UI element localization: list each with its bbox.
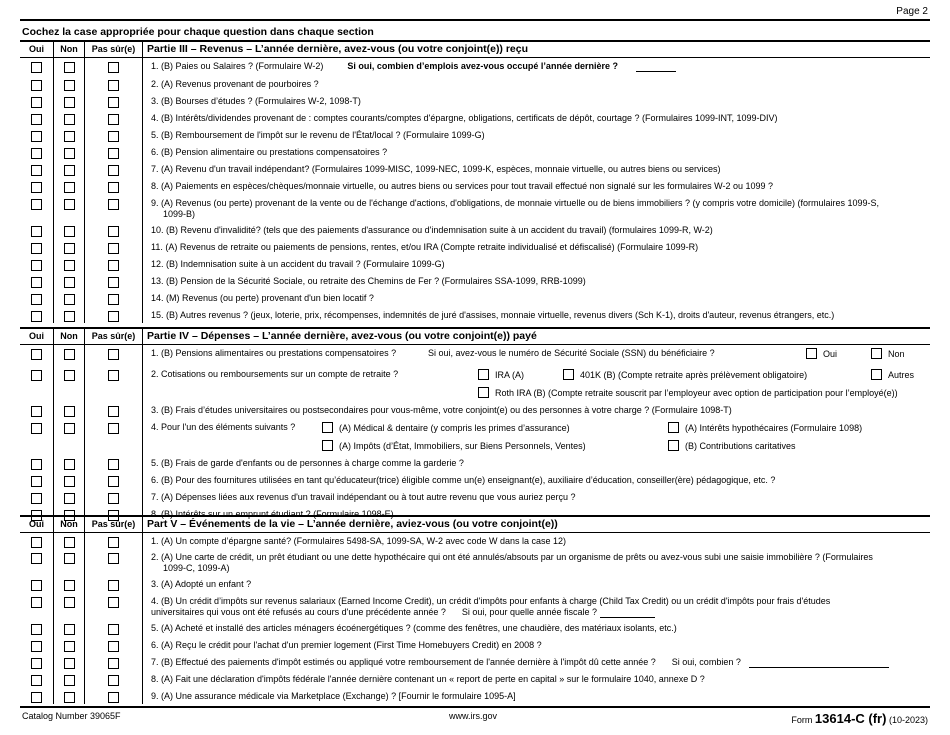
part3-q10-no-checkbox[interactable]	[64, 226, 75, 237]
part4-q4-unsure-checkbox[interactable]	[108, 423, 119, 434]
part4-q1-ssn-no-checkbox[interactable]	[871, 348, 882, 359]
part3-q11-yes-checkbox[interactable]	[31, 243, 42, 254]
part5-q4-unsure-checkbox[interactable]	[108, 597, 119, 608]
part4-q6-yes-checkbox[interactable]	[31, 476, 42, 487]
part3-q14-unsure-checkbox[interactable]	[108, 294, 119, 305]
part4-q6-unsure-checkbox[interactable]	[108, 476, 119, 487]
part5-q1-text: 1. (A) Un compte d’épargne santé? (Formulaires 5498-SA, 1099-SA, W-2 avec code W dans la case 12)	[151, 536, 567, 546]
top-rule	[20, 19, 930, 21]
part5-q3-yes-checkbox[interactable]	[31, 580, 42, 591]
part3-q7-row	[20, 161, 930, 178]
part5-q5-text: 5. (A) Acheté et installé des articles ménagers écoénergétiques ? (comme des fenêtres, une chaudière, des matériaux isolants, etc.)	[151, 622, 677, 633]
part3-q5-text: 5. (B) Remboursement de l'impôt sur le revenu de l'État/local ? (Formulaire 1099-G)	[151, 129, 485, 140]
part4-q7-yes-checkbox[interactable]	[31, 493, 42, 504]
part4-q3-no-checkbox[interactable]	[64, 406, 75, 417]
part3-q4-unsure-checkbox[interactable]	[108, 114, 119, 125]
part4-q3-yes-checkbox[interactable]	[31, 406, 42, 417]
part4-title: Partie IV – Dépenses – L’année dernière, avez-vous (ou votre conjoint(e)) payé	[143, 328, 931, 345]
part3-q5-yes-checkbox[interactable]	[31, 131, 42, 142]
charity-checkbox[interactable]	[668, 440, 679, 451]
part4-q1-row	[20, 345, 930, 367]
part5-q4-no-checkbox[interactable]	[64, 597, 75, 608]
part3-q3-yes-checkbox[interactable]	[31, 97, 42, 108]
part5-q6-row	[20, 637, 930, 654]
part5-q5-no-checkbox[interactable]	[64, 624, 75, 635]
part4-q2-text: 2. Cotisations ou remboursements sur un compte de retraite ?	[151, 369, 399, 379]
part3-q8-unsure-checkbox[interactable]	[108, 182, 119, 193]
part3-q9-text: 9. (A) Revenus (ou perte) provenant de la vente ou de l'échange d'actions, d'obligations, de monnaie virtuelle ou de biens immobiliers ? (y compris votre domicile) (formulaires 1099-S,	[151, 197, 880, 208]
part4-q6-row	[20, 472, 930, 489]
part3-q1-yes-checkbox[interactable]	[31, 62, 42, 73]
part3-q13-text: 13. (B) Pension de la Sécurité Sociale, ou retraite des Chemins de Fer ? (Formulaires SSA-1099, RRB-1099)	[151, 275, 586, 286]
col-unsure-header: Pas sûr(e)	[85, 41, 143, 58]
part3-q4-no-checkbox[interactable]	[64, 114, 75, 125]
part5-q5-yes-checkbox[interactable]	[31, 624, 42, 635]
part4-q3-row	[20, 402, 930, 419]
medical-dental-label: (A) Médical & dentaire (y compris les primes d’assurance)	[339, 423, 570, 433]
part3-q9-yes-checkbox[interactable]	[31, 199, 42, 210]
part3-q7-no-checkbox[interactable]	[64, 165, 75, 176]
part3-q6-no-checkbox[interactable]	[64, 148, 75, 159]
other-retirement-checkbox[interactable]	[871, 369, 882, 380]
part5-q1-unsure-checkbox[interactable]	[108, 537, 119, 548]
part5-table	[20, 515, 930, 704]
part3-q6-yes-checkbox[interactable]	[31, 148, 42, 159]
part3-q14-yes-checkbox[interactable]	[31, 294, 42, 305]
part3-q6-text: 6. (B) Pension alimentaire ou prestations compensatoires ?	[151, 146, 388, 157]
part4-q1-ssn-no-label: Non	[888, 349, 905, 359]
col-yes-header: Oui	[20, 516, 54, 533]
part3-q5-no-checkbox[interactable]	[64, 131, 75, 142]
part4-q3-unsure-checkbox[interactable]	[108, 406, 119, 417]
col-no-header: Non	[54, 41, 85, 58]
part3-q8-row	[20, 178, 930, 195]
part3-q1-row	[20, 58, 930, 76]
part4-q5-row	[20, 455, 930, 472]
col-yes-header: Oui	[20, 328, 54, 345]
part3-q4-row	[20, 110, 930, 127]
part3-q10-yes-checkbox[interactable]	[31, 226, 42, 237]
part5-q4-text: 4. (B) Un crédit d’impôts sur revenus salariaux (Earned Income Credit), un crédit d'impôts pour enfants à charge (Child Tax Credit) ou un crédit d'impôts pour frais d'études	[151, 595, 831, 606]
ira-checkbox[interactable]	[478, 369, 489, 380]
part5-q1-yes-checkbox[interactable]	[31, 537, 42, 548]
part3-q3-row	[20, 93, 930, 110]
part4-q1-ssn-yes-checkbox[interactable]	[806, 348, 817, 359]
part5-q7-row	[20, 654, 930, 671]
part5-title: Part V – Événements de la vie – L’année dernière, aviez-vous (ou votre conjoint(e))	[143, 516, 931, 533]
roth-ira-label: Roth IRA (B) (Compte retraite souscrit par l’employeur avec option de participation pour l’employé(e))	[495, 388, 898, 398]
part4-q1-ssn-yes-label: Oui	[823, 349, 838, 359]
irs-website-link[interactable]: www.irs.gov	[449, 711, 498, 721]
catalog-number: Catalog Number 39065F	[22, 711, 121, 721]
part3-q13-yes-checkbox[interactable]	[31, 277, 42, 288]
part3-q13-unsure-checkbox[interactable]	[108, 277, 119, 288]
part3-q1-followup: Si oui, combien d’emplois avez-vous occupé l’année dernière ?	[347, 61, 618, 71]
part5-q9-unsure-checkbox[interactable]	[108, 692, 119, 703]
taxes-label: (A) Impôts (d’État, Immobiliers, sur Biens Personnels, Ventes)	[339, 441, 586, 451]
part3-q12-no-checkbox[interactable]	[64, 260, 75, 271]
other-retirement-label: Autres	[888, 370, 915, 380]
part3-q5-unsure-checkbox[interactable]	[108, 131, 119, 142]
part3-q2-no-checkbox[interactable]	[64, 80, 75, 91]
part5-q4-followup: Si oui, pour quelle année fiscale ?	[461, 606, 598, 617]
part4-q5-text: 5. (B) Frais de garde d'enfants ou de personnes à charge comme la garderie ?	[151, 458, 464, 468]
part3-q10-row	[20, 222, 930, 239]
part3-q12-text: 12. (B) Indemnisation suite à un accident du travail ? (Formulaire 1099-G)	[151, 258, 445, 269]
part5-q7-text: 7. (B) Effectué des paiements d'impôt estimés ou appliqué votre remboursement de l'année dernière à l'impôt dû cette année ?	[151, 656, 656, 667]
part4-q1-yes-checkbox[interactable]	[31, 349, 42, 360]
col-yes-header: Oui	[20, 41, 54, 58]
col-unsure-header: Pas sûr(e)	[85, 328, 143, 345]
part5-q2-text: 2. (A) Une carte de crédit, un prêt étudiant ou une dette hypothécaire qui ont été annulés/absouts par un organisme de prêts ou avez-vous subi une saisie immobilière ? (Formulaires	[151, 551, 873, 562]
part3-q1-unsure-checkbox[interactable]	[108, 62, 119, 73]
part3-q3-no-checkbox[interactable]	[64, 97, 75, 108]
roth-ira-checkbox[interactable]	[478, 387, 489, 398]
part3-q14-row	[20, 290, 930, 307]
part4-q4-text: 4. Pour l'un des éléments suivants ?	[151, 422, 296, 432]
part3-q13-row	[20, 273, 930, 290]
part3-q11-no-checkbox[interactable]	[64, 243, 75, 254]
part3-q2-unsure-checkbox[interactable]	[108, 80, 119, 91]
part4-q4-row	[20, 419, 930, 455]
part3-header	[20, 41, 930, 58]
part3-q8-text: 8. (A) Paiements en espèces/chèques/monnaie virtuelle, ou autres biens ou services pour tout travail effectué non signalé sur les formulaires W-2 ou 1099 ?	[151, 180, 774, 191]
part5-q6-text: 6. (A) Reçu le crédit pour l'achat d'un premier logement (First Time Homebuyers Credit) en 2008 ?	[151, 639, 542, 650]
part4-q5-unsure-checkbox[interactable]	[108, 459, 119, 470]
part4-header	[20, 328, 930, 345]
part5-header	[20, 516, 930, 533]
part5-q6-no-checkbox[interactable]	[64, 641, 75, 652]
taxes-checkbox[interactable]	[322, 440, 333, 451]
part5-q1-row	[20, 533, 930, 549]
part3-q15-row	[20, 307, 930, 323]
part3-q6-row	[20, 144, 930, 161]
part4-q7-text: 7. (A) Dépenses liées aux revenus d'un travail indépendant ou à tout autre revenu que vous auriez perçu ?	[151, 492, 576, 502]
part3-q4-yes-checkbox[interactable]	[31, 114, 42, 125]
part4-q5-no-checkbox[interactable]	[64, 459, 75, 470]
part3-q2-yes-checkbox[interactable]	[31, 80, 42, 91]
part4-table	[20, 327, 930, 522]
part3-q15-yes-checkbox[interactable]	[31, 311, 42, 322]
part5-q7-followup: Si oui, combien ?	[671, 656, 741, 667]
part3-q1-text: 1. (B) Paies ou Salaires ? (Formulaire W-2)	[151, 61, 324, 71]
col-no-header: Non	[54, 516, 85, 533]
part5-q5-unsure-checkbox[interactable]	[108, 624, 119, 635]
part3-q12-unsure-checkbox[interactable]	[108, 260, 119, 271]
part3-q8-yes-checkbox[interactable]	[31, 182, 42, 193]
part5-q7-no-checkbox[interactable]	[64, 658, 75, 669]
part5-q7-yes-checkbox[interactable]	[31, 658, 42, 669]
part4-q3-text: 3. (B) Frais d’études universitaires ou postsecondaires pour vous-même, votre conjoint(e) ou des personnes à votre charge ? (Formulaire 1098-T)	[151, 405, 732, 415]
part5-q7-unsure-checkbox[interactable]	[108, 658, 119, 669]
part5-q9-no-checkbox[interactable]	[64, 692, 75, 703]
part5-q8-text: 8. (A) Fait une déclaration d'impôts fédérale l'année dernière contenant un « report de perte en capital » sur le formulaire 1040, annexe D ?	[151, 673, 705, 684]
part4-q1-unsure-checkbox[interactable]	[108, 349, 119, 360]
part3-q2-row	[20, 76, 930, 93]
part5-q2-no-checkbox[interactable]	[64, 553, 75, 564]
part3-q1-no-checkbox[interactable]	[64, 62, 75, 73]
part3-q7-unsure-checkbox[interactable]	[108, 165, 119, 176]
part4-q7-unsure-checkbox[interactable]	[108, 493, 119, 504]
part5-q1-no-checkbox[interactable]	[64, 537, 75, 548]
part5-q5-row	[20, 620, 930, 637]
form-number: 13614-C (fr)	[814, 711, 887, 726]
part5-q9-text: 9. (A) Une assurance médicale via Marketplace (Exchange) ? [Fournir le formulaire 1095-A]	[151, 690, 516, 701]
part3-q3-unsure-checkbox[interactable]	[108, 97, 119, 108]
form-prefix: Form	[791, 715, 813, 725]
part3-q8-no-checkbox[interactable]	[64, 182, 75, 193]
part3-q9-unsure-checkbox[interactable]	[108, 199, 119, 210]
part3-q13-no-checkbox[interactable]	[64, 277, 75, 288]
part5-q8-no-checkbox[interactable]	[64, 675, 75, 686]
part4-q2-row	[20, 366, 930, 402]
part5-q8-unsure-checkbox[interactable]	[108, 675, 119, 686]
part3-q15-no-checkbox[interactable]	[64, 311, 75, 322]
part3-q4-text: 4. (B) Intérêts/dividendes provenant de : comptes courants/comptes d'épargne, obligations, certificats de dépôt, courtage ? (Formulaires 1099-INT, 1099-DIV)	[151, 112, 778, 123]
part5-q3-row	[20, 576, 930, 593]
part4-q2-unsure-checkbox[interactable]	[108, 370, 119, 381]
estimated-amount-field[interactable]	[749, 667, 889, 668]
medical-dental-checkbox[interactable]	[322, 422, 333, 433]
part3-q14-no-checkbox[interactable]	[64, 294, 75, 305]
part3-q5-row	[20, 127, 930, 144]
part4-q5-yes-checkbox[interactable]	[31, 459, 42, 470]
part5-q2-yes-checkbox[interactable]	[31, 553, 42, 564]
part3-q12-row	[20, 256, 930, 273]
part5-q2-row	[20, 549, 930, 576]
part5-q6-yes-checkbox[interactable]	[31, 641, 42, 652]
part4-q4-no-checkbox[interactable]	[64, 423, 75, 434]
col-unsure-header: Pas sûr(e)	[85, 516, 143, 533]
part5-q8-row	[20, 671, 930, 688]
part5-q9-yes-checkbox[interactable]	[31, 692, 42, 703]
part4-q1-followup: Si oui, avez-vous le numéro de Sécurité Sociale (SSN) du bénéficiaire ?	[428, 348, 715, 358]
part4-q1-no-checkbox[interactable]	[64, 349, 75, 360]
form-date: (10-2023)	[888, 715, 928, 725]
part5-q2-unsure-checkbox[interactable]	[108, 553, 119, 564]
part5-q3-no-checkbox[interactable]	[64, 580, 75, 591]
part3-q11-row	[20, 239, 930, 256]
part5-q4-text-cont: universitaires qui vous ont été refusés au cours d'une précédente année ?	[151, 606, 446, 617]
part3-q7-text: 7. (A) Revenu d'un travail indépendant? (Formulaires 1099-MISC, 1099-NEC, 1099-K, espèces, monnaie virtuelle, ou autres biens ou services)	[151, 163, 721, 174]
tax-year-field[interactable]	[600, 617, 655, 618]
charity-label: (B) Contributions caritatives	[685, 441, 796, 451]
part3-q9-no-checkbox[interactable]	[64, 199, 75, 210]
part3-q12-yes-checkbox[interactable]	[31, 260, 42, 271]
form-identifier	[791, 711, 928, 726]
ira-label: IRA (A)	[495, 370, 525, 380]
part4-q7-row	[20, 489, 930, 506]
part3-q10-text: 10. (B) Revenu d'invalidité? (tels que des paiements d'assurance ou d'indemnisation suite à un accident du travail) (formulaires 1099-R, W-2)	[151, 224, 713, 235]
part3-q15-unsure-checkbox[interactable]	[108, 311, 119, 322]
part4-q1-text: 1. (B) Pensions alimentaires ou prestations compensatoires ?	[151, 348, 397, 358]
part5-q4-yes-checkbox[interactable]	[31, 597, 42, 608]
part3-q11-unsure-checkbox[interactable]	[108, 243, 119, 254]
part5-q9-row	[20, 688, 930, 704]
mortgage-interest-checkbox[interactable]	[668, 422, 679, 433]
part5-q3-text: 3. (A) Adopté un enfant ?	[151, 578, 252, 589]
part3-q2-text: 2. (A) Revenus provenant de pourboires ?	[151, 78, 319, 89]
part4-q2-yes-checkbox[interactable]	[31, 370, 42, 381]
part4-q7-no-checkbox[interactable]	[64, 493, 75, 504]
part3-q1-jobs-field[interactable]	[636, 71, 676, 72]
part5-q2-text-cont: 1099-C, 1099-A)	[163, 562, 230, 573]
part4-q4-yes-checkbox[interactable]	[31, 423, 42, 434]
part4-q6-no-checkbox[interactable]	[64, 476, 75, 487]
part4-q2-no-checkbox[interactable]	[64, 370, 75, 381]
part5-q3-unsure-checkbox[interactable]	[108, 580, 119, 591]
part3-q11-text: 11. (A) Revenus de retraite ou paiements de pensions, rentes, et/ou IRA (Compte retraite individualisé et défiscalisé) (Formulaire 1099-R)	[151, 241, 699, 252]
part3-q7-yes-checkbox[interactable]	[31, 165, 42, 176]
part3-q3-text: 3. (B) Bourses d’études ? (Formulaires W-2, 1098-T)	[151, 95, 361, 106]
mortgage-interest-label: (A) Intérêts hypothécaires (Formulaire 1098)	[685, 423, 863, 433]
401k-label: 401K (B) (Compte retraite après prélèvement obligatoire)	[580, 370, 808, 380]
401k-checkbox[interactable]	[563, 369, 574, 380]
col-no-header: Non	[54, 328, 85, 345]
part3-q15-text: 15. (B) Autres revenus ? (jeux, loterie, prix, récompenses, indemnités de juré d'assises, monnaie virtuelle, revenus divers (Sch K-1), droits d'auteur, revenus étrangers, etc.)	[151, 309, 835, 320]
part4-q8-text: 8. (B) Intérêts sur un emprunt étudiant ? (Formulaire 1098-E)	[151, 509, 394, 519]
part3-title: Partie III – Revenus – L’année dernière, avez-vous (ou votre conjoint(e)) reçu	[143, 41, 931, 58]
part3-table	[20, 40, 930, 323]
instructions: Cochez la case appropriée pour chaque question dans chaque section	[22, 26, 374, 38]
part4-q6-text: 6. (B) Pour des fournitures utilisées en tant qu’éducateur(trice) éligible comme un(e) enseignant(e), auxiliaire d’éducation, conseiller(ère) pédagogique, etc. ?	[151, 475, 776, 485]
footer-rule	[20, 706, 930, 708]
part5-q6-unsure-checkbox[interactable]	[108, 641, 119, 652]
part3-q6-unsure-checkbox[interactable]	[108, 148, 119, 159]
part5-q4-row	[20, 593, 930, 620]
part5-q8-yes-checkbox[interactable]	[31, 675, 42, 686]
part3-q14-text: 14. (M) Revenus (ou perte) provenant d'un bien locatif ?	[151, 292, 374, 303]
page-number: Page 2	[896, 6, 928, 17]
part3-q9-text-cont: 1099-B)	[163, 208, 196, 219]
part3-q10-unsure-checkbox[interactable]	[108, 226, 119, 237]
part3-q9-row	[20, 195, 930, 222]
